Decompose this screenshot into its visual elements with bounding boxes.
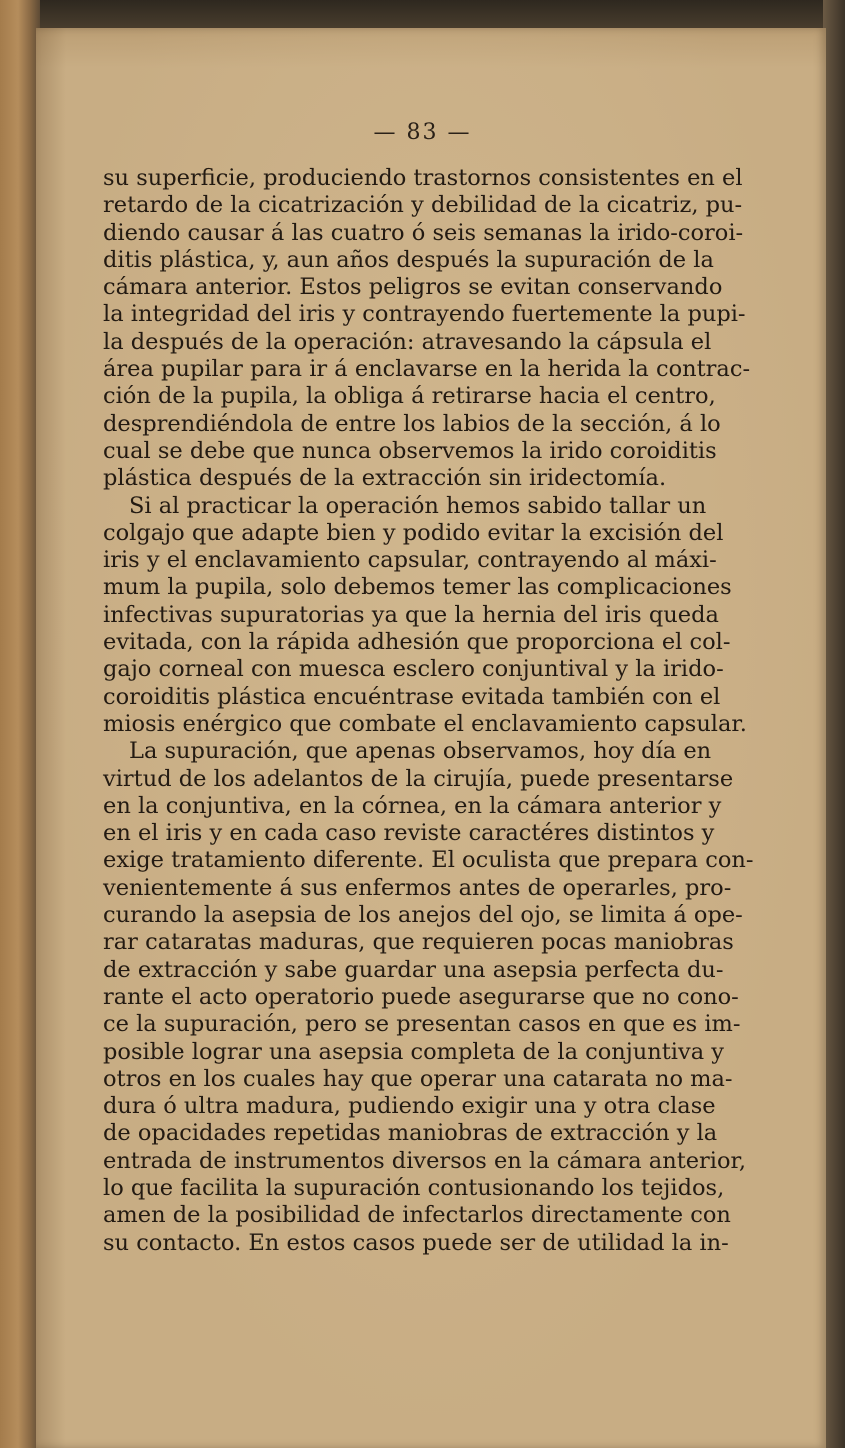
text-line: amen de la posibilidad de infectarlos directamente con [103, 1202, 731, 1229]
text-line: otros en los cuales hay que operar una catarata no ma- [103, 1065, 733, 1092]
text-line: ción de la pupila, la obliga á retirarse hacia el centro, [103, 383, 716, 410]
book-spine-edge [0, 0, 40, 1448]
text-line: lo que facilita la supuración contusionando los tejidos, [103, 1174, 725, 1201]
paragraph-3 [103, 738, 754, 1257]
text-line: coroiditis plástica encuéntrase evitada también con el [103, 683, 721, 710]
text-line: ce la supuración, pero se presentan casos en que es im- [103, 1011, 741, 1038]
page-number: — 83 — [373, 120, 472, 145]
text-line: la después de la operación: atravesando la cápsula el [103, 328, 712, 355]
text-line: en la conjuntiva, en la córnea, en la cámara anterior y [103, 792, 722, 819]
text-line: ditis plástica, y, aun años después la supuración de la [103, 246, 714, 273]
text-line: venientemente á sus enfermos antes de operarles, pro- [103, 874, 732, 901]
text-line: entrada de instrumentos diversos en la cámara anterior, [103, 1147, 746, 1174]
text-line: su contacto. En estos casos puede ser de utilidad la in- [103, 1229, 729, 1256]
scan-right-edge [823, 0, 845, 1448]
text-line: rante el acto operatorio puede asegurarse que no cono- [103, 983, 739, 1010]
text-line: La supuración, que apenas observamos, hoy día en [129, 738, 712, 765]
text-line: posible lograr una asepsia completa de la conjuntiva y [103, 1038, 724, 1065]
paragraph-2 [103, 492, 747, 739]
text-line: de opacidades repetidas maniobras de extracción y la [103, 1120, 718, 1147]
page-body-text [103, 165, 754, 1257]
text-line: virtud de los adelantos de la cirujía, puede presentarse [103, 765, 734, 792]
text-line: cual se debe que nunca observemos la irido coroiditis [103, 437, 717, 464]
text-line: su superficie, produciendo trastornos consistentes en el [103, 165, 743, 191]
text-line: miosis enérgico que combate el enclavamiento capsular. [103, 710, 747, 737]
text-line: gajo corneal con muesca esclero conjuntival y la irido- [103, 656, 724, 683]
text-line: rar cataratas maduras, que requieren pocas maniobras [103, 929, 734, 956]
text-line: curando la asepsia de los anejos del ojo, se limita á ope- [103, 902, 743, 929]
text-line: diendo causar á las cuatro ó seis semanas la irido-coroi- [103, 219, 744, 246]
paragraph-1 [103, 165, 751, 493]
text-line: infectivas supuratorias ya que la hernia del iris queda [103, 601, 719, 628]
text-line: Si al practicar la operación hemos sabido tallar un [129, 492, 707, 519]
scan-top-edge [0, 0, 845, 30]
text-line: dura ó ultra madura, pudiendo exigir una y otra clase [103, 1093, 716, 1120]
text-line: plástica después de la extracción sin iridectomía. [103, 465, 667, 492]
text-line: área pupilar para ir á enclavarse en la herida la contrac- [103, 356, 751, 383]
text-line: la integridad del iris y contrayendo fuertemente la pupi- [103, 301, 746, 328]
text-line: colgajo que adapte bien y podido evitar la excisión del [103, 519, 724, 546]
text-line: cámara anterior. Estos peligros se evitan conservando [103, 274, 723, 301]
text-line: retardo de la cicatrización y debilidad de la cicatriz, pu- [103, 192, 743, 219]
text-line: mum la pupila, solo debemos temer las complicaciones [103, 574, 732, 601]
text-line: exige tratamiento diferente. El oculista que prepara con- [103, 847, 754, 874]
text-line: evitada, con la rápida adhesión que proporciona el col- [103, 629, 731, 656]
text-line: iris y el enclavamiento capsular, contrayendo al máxi- [103, 547, 717, 574]
text-line: desprendiéndola de entre los labios de la sección, á lo [103, 410, 721, 437]
text-line: en el iris y en cada caso reviste caractéres distintos y [103, 820, 715, 847]
text-line: de extracción y sabe guardar una asepsia perfecta du- [103, 956, 724, 983]
